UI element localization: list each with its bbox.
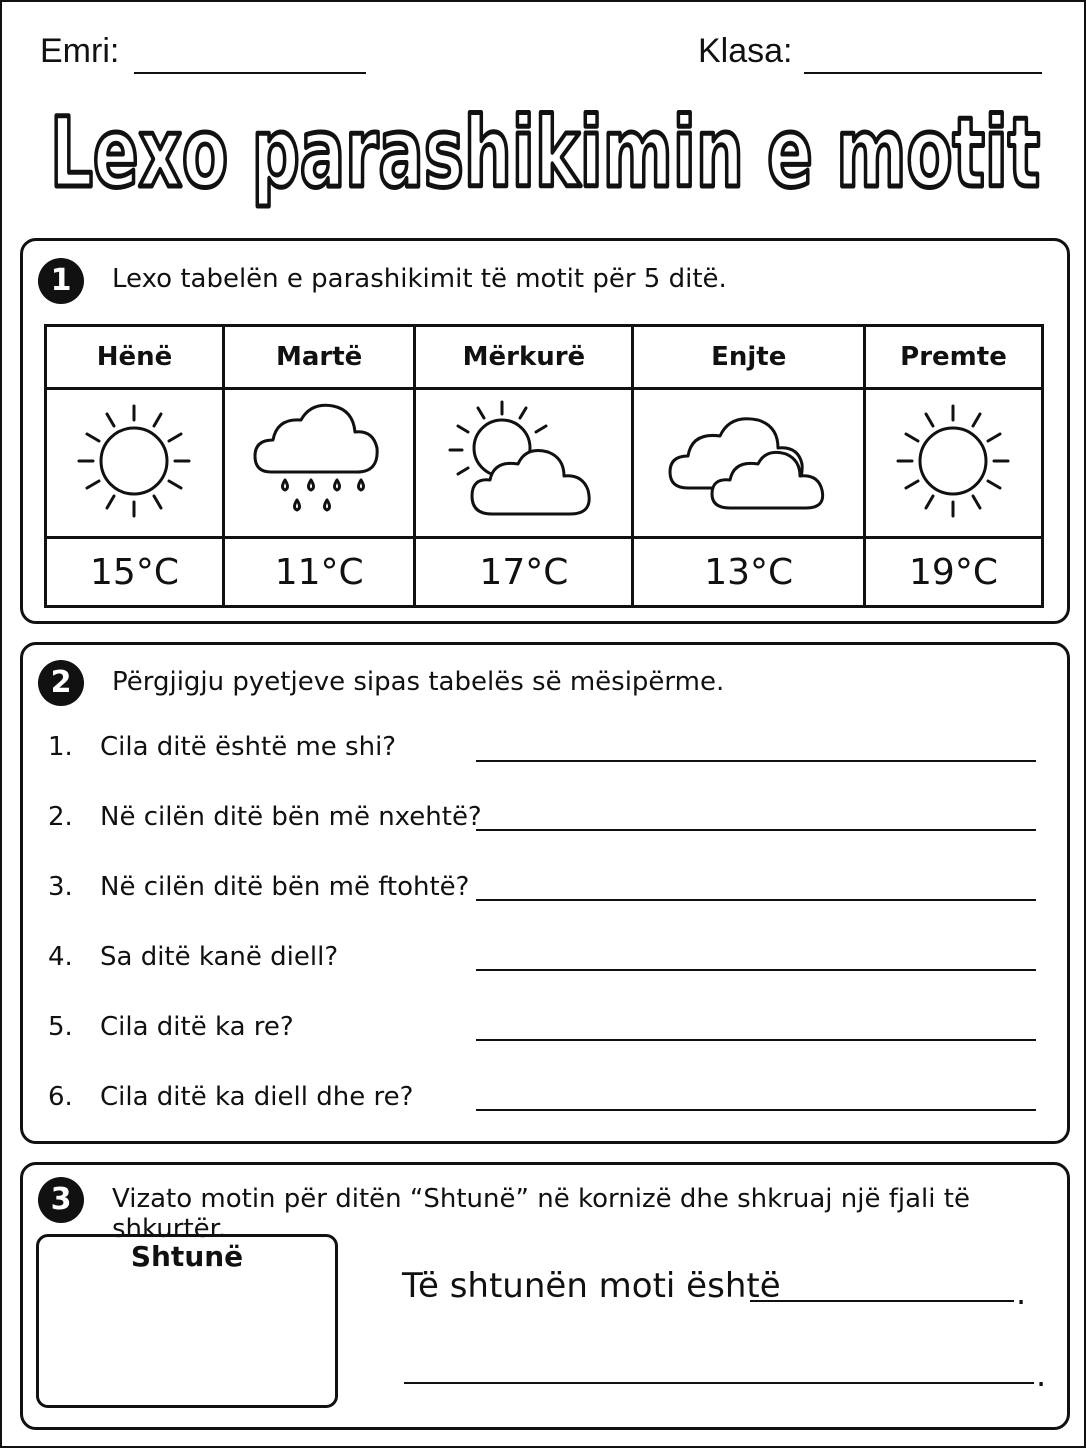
day-header: Martë (223, 326, 414, 389)
cloudy-icon (664, 396, 834, 526)
section-2-instruction: Përgjigju pyetjeve sipas tabelës së mësipërme. (112, 667, 725, 697)
question-text: Sa ditë kanë diell? (100, 942, 339, 972)
question-number: 4. (48, 942, 73, 972)
sun-icon (69, 396, 199, 526)
class-label: Klasa: (698, 32, 793, 70)
title-text: Lexo parashikimin e motit (50, 97, 1040, 209)
forecast-icon-cell (864, 389, 1042, 538)
forecast-icon-cell (223, 389, 414, 538)
question-text: Cila ditë ka diell dhe re? (100, 1082, 414, 1112)
day-header: Hënë (46, 326, 224, 389)
day-header: Enjte (633, 326, 865, 389)
sun-icon (888, 396, 1018, 526)
question-number: 1. (48, 732, 73, 762)
question-text: Në cilën ditë bën më nxehtë? (100, 802, 482, 832)
temperature-cell: 15°C (46, 538, 224, 607)
answer-line[interactable] (476, 1039, 1036, 1041)
question-number: 2. (48, 802, 73, 832)
drawing-frame-label: Shtunë (130, 1240, 244, 1273)
sentence-period: . (1016, 1274, 1027, 1312)
day-header: Mërkurë (415, 326, 633, 389)
name-field[interactable] (134, 72, 366, 74)
answer-line[interactable] (476, 1109, 1036, 1111)
second-sentence-line[interactable] (404, 1382, 1034, 1384)
question-number: 6. (48, 1082, 73, 1112)
name-label: Emri: (40, 32, 120, 70)
rain-cloud-icon (249, 396, 389, 526)
question-text: Në cilën ditë bën më ftohtë? (100, 872, 470, 902)
sentence-prompt: Të shtunën moti është (402, 1266, 781, 1306)
answer-line[interactable] (476, 829, 1036, 831)
temperature-cell: 13°C (633, 538, 865, 607)
sentence-answer-line[interactable] (750, 1300, 1014, 1302)
answer-line[interactable] (476, 760, 1036, 762)
forecast-table (44, 324, 1044, 608)
question-number: 3. (48, 872, 73, 902)
class-field[interactable] (804, 72, 1042, 74)
forecast-icon-cell (633, 389, 865, 538)
section-3-instruction: Vizato motin për ditën “Shtunë” në kornizë dhe shkruaj një fjali të shkurtër. (112, 1184, 970, 1244)
section-1-badge: 1 (38, 258, 84, 304)
answer-line[interactable] (476, 969, 1036, 971)
second-sentence-period: . (1036, 1356, 1047, 1394)
question-text: Cila ditë është me shi? (100, 732, 397, 762)
section-2-badge: 2 (38, 660, 84, 706)
question-text: Cila ditë ka re? (100, 1012, 294, 1042)
partly-cloudy-icon (444, 396, 604, 526)
temperature-cell: 19°C (864, 538, 1042, 607)
section-3-badge: 3 (38, 1177, 84, 1223)
forecast-icon-cell (46, 389, 224, 538)
temperature-cell: 11°C (223, 538, 414, 607)
answer-line[interactable] (476, 899, 1036, 901)
question-number: 5. (48, 1012, 73, 1042)
day-header: Premte (864, 326, 1042, 389)
forecast-icon-cell (415, 389, 633, 538)
section-1-instruction: Lexo tabelën e parashikimit të motit për 5 ditë. (112, 264, 727, 294)
page-title (2, 86, 1086, 216)
temperature-cell: 17°C (415, 538, 633, 607)
